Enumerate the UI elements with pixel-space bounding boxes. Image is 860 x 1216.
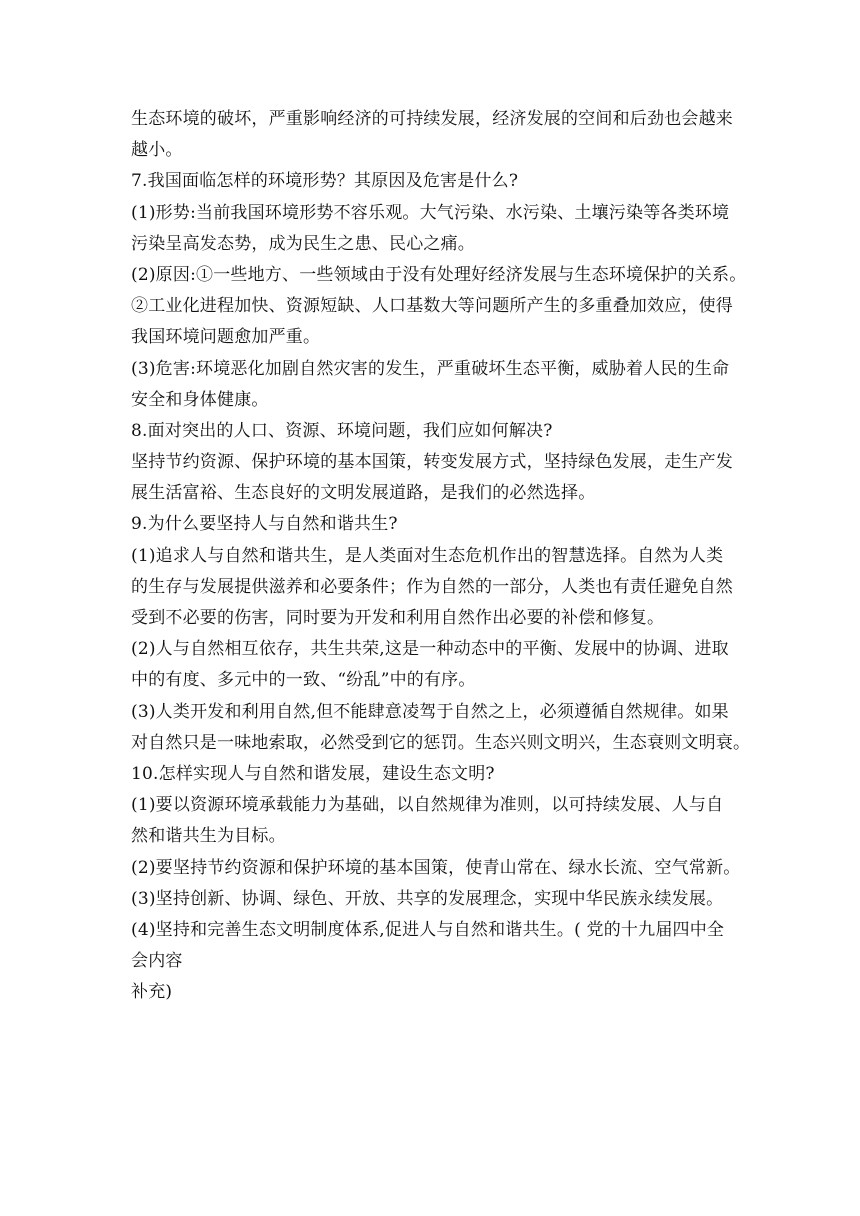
question-heading: 9.为什么要坚持人与自然和谐共生?	[131, 514, 398, 535]
text-line: 展生活富裕、生态良好的文明发展道路，是我们的必然选择。	[131, 483, 596, 504]
text-line: 生态环境的破坏，严重影响经济的可持续发展，经济发展的空间和后劲也会越来	[131, 109, 733, 129]
text-line: 我国环境问题愈加严重。	[131, 327, 321, 348]
text-line: (2)要坚持节约资源和保护环境的基本国策，使青山常在、绿水长流、空气常新。	[131, 857, 741, 878]
text-line: 然和谐共生为目标。	[131, 826, 286, 847]
question-heading: 7.我国面临怎样的环境形势？其原因及危害是什么?	[131, 171, 519, 192]
text-line: 污染呈高发态势，成为民生之患、民心之痛。	[131, 233, 475, 254]
text-line: 会内容	[131, 951, 183, 972]
text-line: (2)原因:①一些地方、一些领域由于没有处理好经济发展与生态环境保护的关系。	[131, 264, 747, 285]
text-line: (2)人与自然相互依存，共生共荣,这是一种动态中的平衡、发展中的协调、进取	[131, 639, 729, 660]
text-line: (1)追求人与自然和谐共生，是人类面对生态危机作出的智慧选择。自然为人类	[131, 545, 724, 566]
text-line: (1)形势:当前我国环境形势不容乐观。大气污染、水污染、土壤污染等各类环境	[131, 202, 730, 223]
text-line: 越小。	[131, 140, 183, 161]
text-line: 中的有度、多元中的一致、“纷乱”中的有序。	[131, 670, 476, 691]
text-line: (4)坚持和完善生态文明制度体系,促进人与自然和谐共生。( 党的十九届四中全	[131, 919, 725, 940]
text-line: 的生存与发展提供滋养和必要条件；作为自然的一部分，人类也有责任避免自然	[131, 576, 733, 597]
text-line: (1)要以资源环境承载能力为基础，以自然规律为准则，以可持续发展、人与自	[131, 795, 724, 816]
question-heading: 8.面对突出的人口、资源、环境问题，我们应如何解决?	[131, 420, 553, 441]
text-line: 坚持节约资源、保护环境的基本国策，转变发展方式，坚持绿色发展，走生产发	[131, 452, 733, 473]
text-line: 补充)	[131, 982, 173, 1003]
text-line: (3)坚持创新、协调、绿色、开放、共享的发展理念，实现中华民族永续发展。	[131, 888, 724, 909]
text-line: (3)人类开发和利用自然,但不能肆意凌驾于自然之上，必须遵循自然规律。如果	[131, 701, 729, 722]
text-line: 安全和身体健康。	[131, 389, 269, 410]
text-line: ②工业化进程加快、资源短缺、人口基数大等问题所产生的多重叠加效应，使得	[131, 296, 733, 317]
question-heading: 10.怎样实现人与自然和谐发展，建设生态文明?	[131, 763, 495, 784]
text-line: 对自然只是一味地索取，必然受到它的惩罚。生态兴则文明兴，生态衰则文明衰。	[131, 732, 751, 753]
text-line: 受到不必要的伤害，同时要为开发和利用自然作出必要的补偿和修复。	[131, 608, 665, 628]
document-body	[131, 104, 751, 1008]
text-line: (3)危害:环境恶化加剧自然灾害的发生，严重破坏生态平衡，威胁着人民的生命	[131, 358, 730, 379]
